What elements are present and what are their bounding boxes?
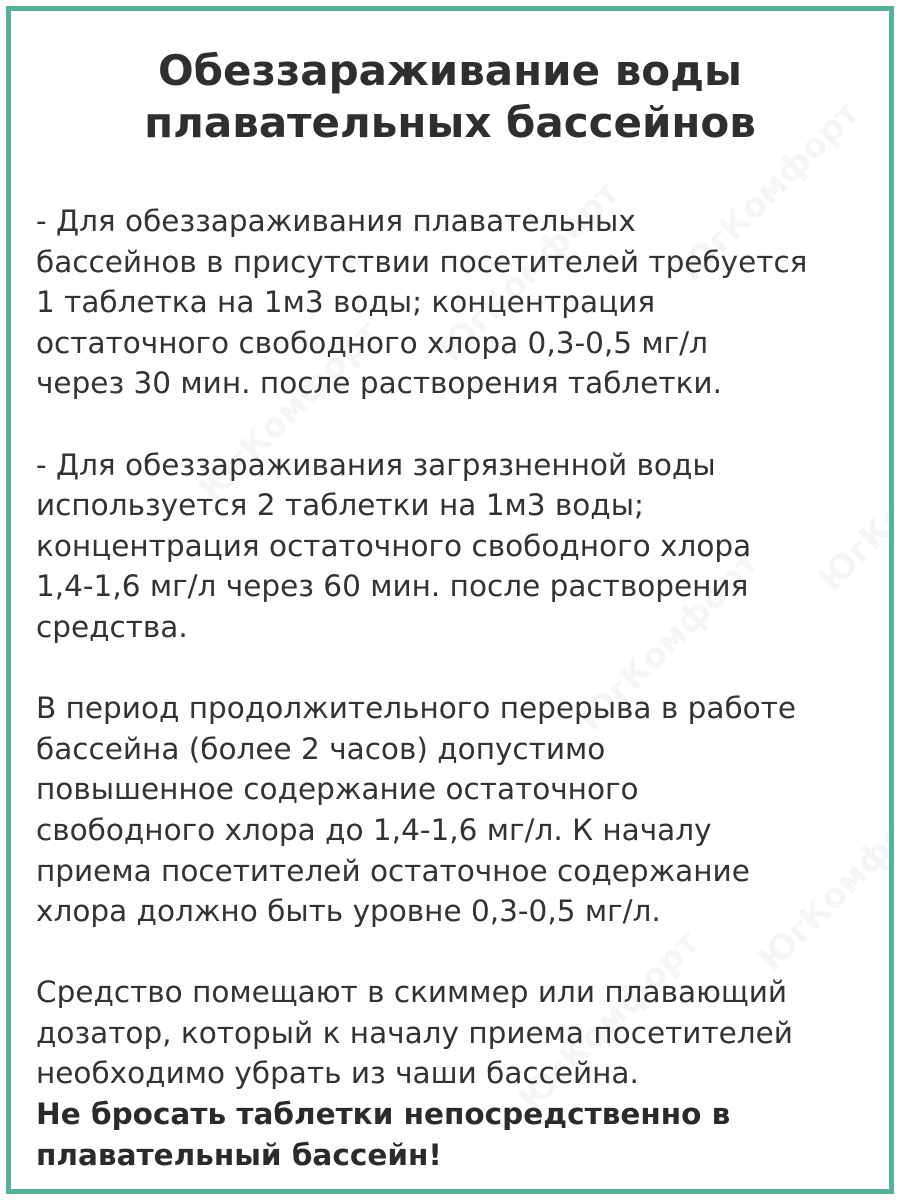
paragraph-pool-disinfection	[36, 201, 876, 404]
text-line: используется 2 таблетки на 1м3 воды;	[36, 488, 644, 523]
text-line: через 30 мин. после растворения таблетки.	[36, 366, 722, 401]
page-title	[11, 45, 889, 149]
text-line: бассейнов в присутствии посетителей требуется	[36, 244, 808, 279]
text-line: приема посетителей остаточное содержание	[36, 853, 750, 888]
text-line: концентрация остаточного свободного хлора	[36, 528, 752, 563]
warning-text	[36, 1094, 876, 1175]
instructions-body	[36, 201, 876, 1175]
text-line: бассейна (более 2 часов) допустимо	[36, 731, 606, 766]
text-line: 1,4-1,6 мг/л через 60 мин. после растворения	[36, 569, 749, 604]
text-line: 1 таблетка на 1м3 воды; концентрация	[36, 285, 656, 320]
title-line-1: Обеззараживание воды	[157, 46, 743, 95]
text-line: дозатор, который к началу приема посетителей	[36, 1015, 793, 1050]
text-line: - Для обеззараживания загрязненной воды	[36, 447, 716, 482]
paragraph-polluted-water	[36, 445, 876, 648]
paragraph-usage	[36, 972, 876, 1175]
page-frame	[6, 6, 894, 1194]
text-line: повышенное содержание остаточного	[36, 772, 639, 807]
title-line-2: плавательных бассейнов	[144, 98, 756, 147]
warning-line: Не бросать таблетки непосредственно в	[36, 1097, 731, 1132]
text-line: необходимо убрать из чаши бассейна.	[36, 1056, 639, 1091]
text-line: В период продолжительного перерыва в работе	[36, 691, 797, 726]
text-line: средства.	[36, 609, 188, 644]
text-line: свободного хлора до 1,4-1,6 мг/л. К началу	[36, 812, 712, 847]
text-line: остаточного свободного хлора 0,3-0,5 мг/л	[36, 325, 708, 360]
paragraph-break-period	[36, 688, 876, 932]
text-line: Средство помещают в скиммер или плавающий	[36, 975, 788, 1010]
warning-line: плавательный бассейн!	[36, 1137, 442, 1172]
text-line: - Для обеззараживания плавательных	[36, 204, 636, 238]
text-line: хлора должно быть уровне 0,3-0,5 мг/л.	[36, 894, 661, 929]
